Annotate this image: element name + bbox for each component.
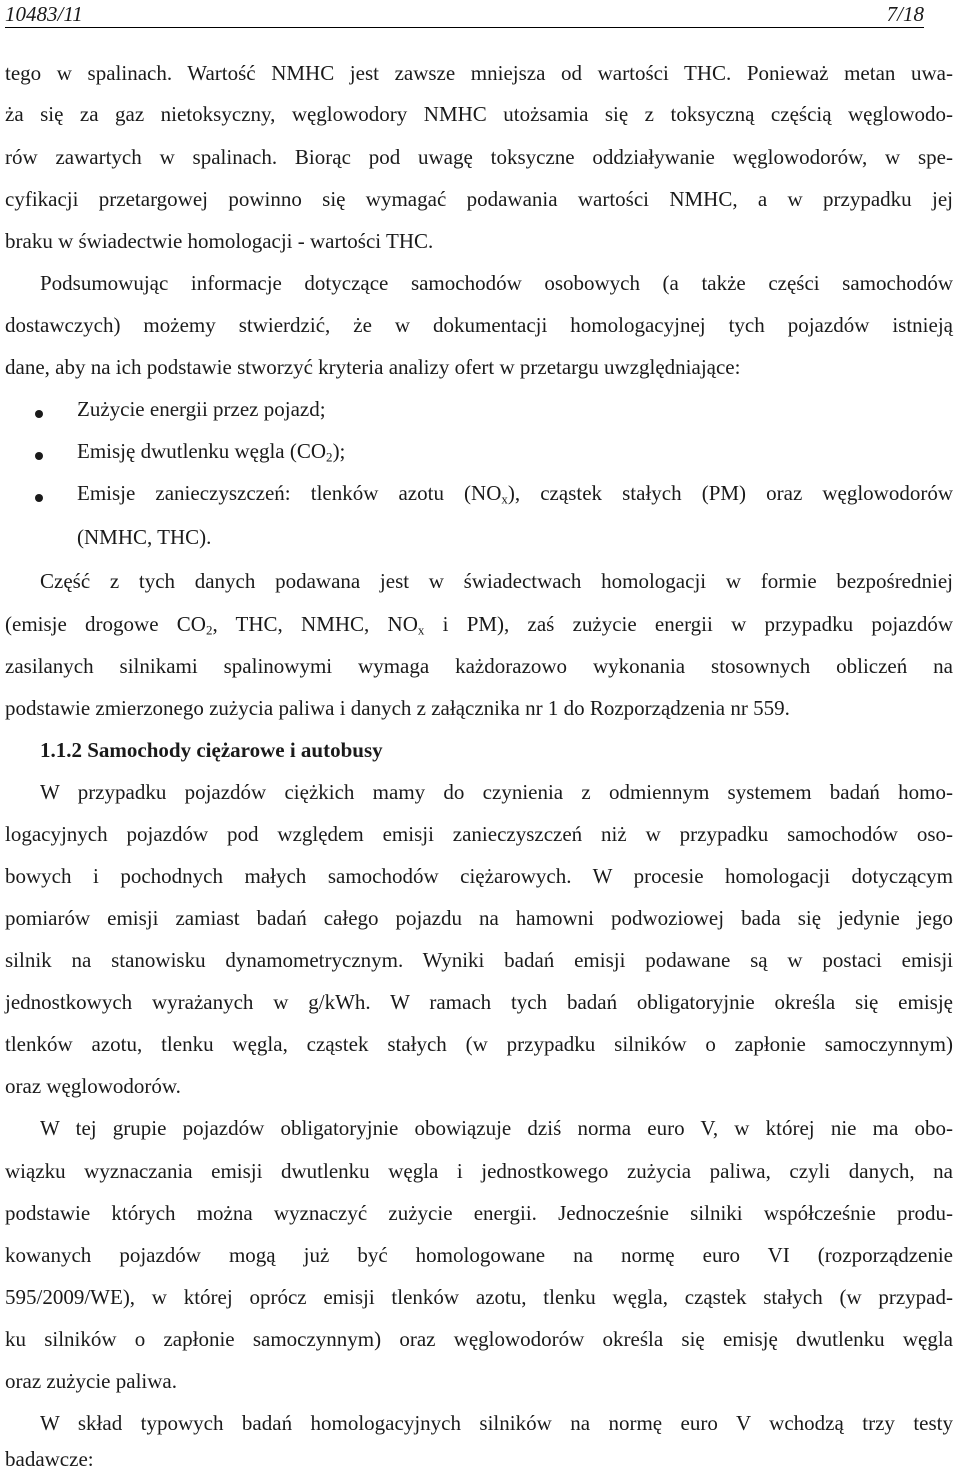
page-header bbox=[5, 0, 924, 28]
paragraph-line: dane, aby na ich podstawie stworzyć kryteria analizy ofert w przetargu uwzględniające: bbox=[5, 355, 741, 379]
section-heading: 1.1.2 Samochody ciężarowe i autobusy bbox=[40, 738, 383, 762]
bullet-icon bbox=[35, 410, 43, 418]
paragraph-line: 595/2009/WE), w której oprócz emisji tlenków azotu, tlenku węgla, cząstek stałych (w przypad- bbox=[5, 1285, 953, 1309]
paragraph-line: bowych i pochodnych małych samochodów ciężarowych. W procesie homologacji dotyczącym bbox=[5, 864, 953, 888]
paragraph-line: braku w świadectwie homologacji - wartości THC. bbox=[5, 229, 434, 253]
paragraph-line: silnik na stanowisku dynamometrycznym. Wyniki badań emisji podawane są w postaci emisji bbox=[5, 948, 953, 972]
paragraph-line: pomiarów emisji zamiast badań całego pojazdu na hamowni podwoziowej bada się jedynie jego bbox=[5, 906, 953, 930]
paragraph-line: Część z tych danych podawana jest w świadectwach homologacji w formie bezpośredniej bbox=[40, 569, 953, 593]
paragraph-line: rów zawartych w spalinach. Biorąc pod uwagę toksyczne oddziaływanie węglowodorów, w spe- bbox=[5, 145, 953, 169]
bullet-icon bbox=[35, 494, 43, 502]
paragraph-line: cyfikacji przetargowej powinno się wymagać podawania wartości NMHC, a w przypadku jej bbox=[5, 187, 953, 211]
list-item-continuation: (NMHC, THC). bbox=[77, 525, 212, 549]
page-number: 7/18 bbox=[886, 2, 924, 26]
bullet-icon bbox=[35, 452, 43, 460]
paragraph-line: wiązku wyznaczania emisji dwutlenku węgla i jednostkowego zużycia paliwa, czyli danych, na bbox=[5, 1159, 953, 1183]
paragraph-line: kowanych pojazdów mogą już być homologowane na normę euro VI (rozporządzenie bbox=[5, 1243, 953, 1267]
paragraph-line: tlenków azotu, tlenku węgla, cząstek stałych (w przypadku silników o zapłonie samoczynnym) bbox=[5, 1032, 953, 1056]
paragraph-line: ku silników o zapłonie samoczynnym) oraz węglowodorów określa się emisję dwutlenku węgla bbox=[5, 1327, 953, 1351]
paragraph-line: zasilanych silnikami spalinowymi wymaga każdorazowo wykonania stosownych obliczeń na bbox=[5, 654, 953, 678]
paragraph-line: oraz zużycie paliwa. bbox=[5, 1369, 177, 1393]
paragraph-line: W skład typowych badań homologacyjnych silników na normę euro V wchodzą trzy testy bbox=[40, 1411, 953, 1435]
document-number: 10483/11 bbox=[5, 2, 83, 26]
paragraph-line: jednostkowych wyrażanych w g/kWh. W ramach tych badań obligatoryjnie określa się emisję bbox=[5, 990, 953, 1014]
paragraph-line: dostawczych) możemy stwierdzić, że w dokumentacji homologacyjnej tych pojazdów istnieją bbox=[5, 313, 953, 337]
paragraph-line: (emisje drogowe $CO_2$, THC, NMHC, $NO_x$ i PM), zaś zużycie energii w przypadku pojazdów bbox=[5, 612, 953, 638]
paragraph-line: Podsumowując informacje dotyczące samochodów osobowych (a także części samochodów bbox=[40, 271, 953, 295]
paragraph-line: tego w spalinach. Wartość NMHC jest zawsze mniejsza od wartości THC. Ponieważ metan uwa- bbox=[5, 61, 953, 85]
paragraph-line: logacyjnych pojazdów pod względem emisji zanieczyszczeń niż w przypadku samochodów oso- bbox=[5, 822, 953, 846]
paragraph-line: ża się za gaz nietoksyczny, węglowodory NMHC utożsamia się z toksyczną częścią węglowodo- bbox=[5, 102, 953, 126]
paragraph-line: badawcze: bbox=[5, 1447, 94, 1471]
paragraph-line: W przypadku pojazdów ciężkich mamy do czynienia z odmiennym systemem badań homo- bbox=[40, 780, 953, 804]
list-item: Emisję dwutlenku węgla $(CO_2)$; bbox=[77, 439, 346, 465]
paragraph-line: podstawie zmierzonego zużycia paliwa i danych z załącznika nr 1 do Rozporządzenia nr 559. bbox=[5, 696, 790, 720]
paragraph-line: oraz węglowodorów. bbox=[5, 1074, 181, 1098]
list-item: Zużycie energii przez pojazd; bbox=[77, 397, 326, 421]
list-item: Emisje zanieczyszczeń: tlenków azotu $(NO_x)$, cząstek stałych (PM) oraz węglowodorów bbox=[77, 481, 954, 507]
paragraph-line: podstawie których można wyznaczyć zużycie energii. Jednocześnie silniki współcześnie produ- bbox=[5, 1201, 953, 1225]
paragraph-line: W tej grupie pojazdów obligatoryjnie obowiązuje dziś norma euro V, w której nie ma obo- bbox=[40, 1116, 953, 1140]
